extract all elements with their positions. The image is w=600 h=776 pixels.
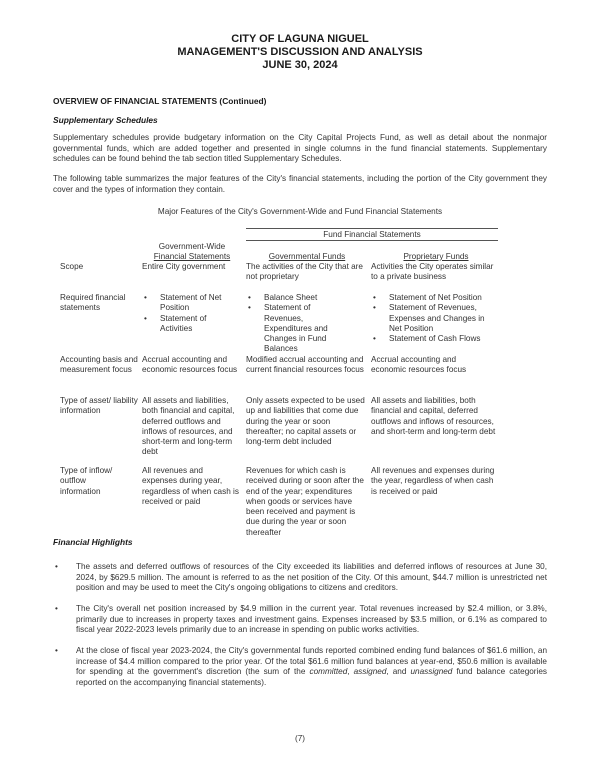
highlight-text-part: At the close of fiscal year 2023-2024, the City's governmental funds reported combined ending fund balances of $61.6 million, an increase of $4.4 million compared to the prior year. Of the total $61.6 million fund balances at year-end, $50.6 million is available for spending at the government's discretion (the sum of the xyxy=(76,646,547,677)
cell-asset-governmental: Only assets expected to be used up and liabilities that come due during the year or soon thereafter; no capital assets or long-term debt included xyxy=(246,396,365,447)
col-header-proprietary-funds: Proprietary Funds xyxy=(403,252,469,261)
cell-asset-proprietary: All assets and liabilities, both financial and capital, deferred outflows and inflows of resources, and short-term and long-term debt xyxy=(371,396,496,436)
list-item: • Statement of Revenues, Expenses and Changes in Net Position xyxy=(371,303,496,334)
list-item: • Statement of Revenues, Expenditures and Changes in Fund Balances xyxy=(246,303,344,354)
table-caption: Major Features of the City's Government-Wide and Fund Financial Statements xyxy=(157,207,443,216)
separator: , and xyxy=(386,667,411,677)
col-header-gw-line1: Government-Wide xyxy=(158,242,226,251)
page-number: (7) xyxy=(294,734,305,743)
cell-inflow-proprietary: All revenues and expenses during the year, regardless of when cash is received or paid xyxy=(371,466,495,496)
table-rule-bottom xyxy=(246,240,498,241)
term-unassigned: unassigned xyxy=(410,667,453,677)
list-item: • Statement of Net Position xyxy=(142,293,230,314)
list-item: • Balance Sheet xyxy=(246,293,368,303)
row-label-required-statements: Required financial statements xyxy=(60,293,126,313)
table-intro-paragraph: The following table summarizes the major features of the City's financial statements, including the portion of the City government they cover and the types of information they contain. xyxy=(53,174,547,194)
cell-accounting-gov-wide: Accrual accounting and economic resources focus xyxy=(142,355,238,375)
row-label-asset-liability: Type of asset/ liability information xyxy=(60,396,138,416)
cell-required-gov-wide xyxy=(142,293,242,334)
supplementary-heading: Supplementary Schedules xyxy=(53,115,158,125)
highlight-text-part: fund balance categories reported on the accompanying financial statements). xyxy=(76,667,547,687)
cell-required-governmental xyxy=(246,293,368,355)
bullet-icon: • xyxy=(55,646,58,655)
highlight-item xyxy=(53,646,547,688)
bullet-icon: • xyxy=(55,562,58,571)
financial-highlights-heading: Financial Highlights xyxy=(53,537,133,547)
row-label-accounting-basis: Accounting basis and measurement focus xyxy=(60,355,138,375)
supplementary-paragraph: Supplementary schedules provide budgetary information on the City Capital Projects Fund, as well as detail about the nonmajor governmental funds, which are added together and presented in single columns in the fund financial statements. Supplementary schedules can be found behind the tab section titled Supplementary Schedules. xyxy=(53,133,547,164)
section-title: OVERVIEW OF FINANCIAL STATEMENTS (Continued) xyxy=(53,96,267,106)
highlight-text: The City's overall net position increased by $4.9 million in the current year. Total revenues increased by $2.4 million, or 3.8%, primarily due to increases in property taxes and investment gains. Expenses increased by $3.5 million, or 6.1% as compared to fiscal year 2022-2023 levels primarily due to an increase in spending on public works activities. xyxy=(76,604,547,635)
fund-financial-header: Fund Financial Statements xyxy=(323,230,421,239)
cell-scope-gov-wide: Entire City government xyxy=(142,262,226,271)
table-rule-top xyxy=(246,228,498,229)
cell-accounting-governmental: Modified accrual accounting and current financial resources focus xyxy=(246,355,364,375)
row-label-scope: Scope xyxy=(60,262,84,271)
list-item: • Statement of Activities xyxy=(142,314,230,335)
col-header-government-wide xyxy=(142,242,242,263)
term-assigned: assigned xyxy=(353,667,387,677)
term-committed: committed xyxy=(309,667,348,677)
highlight-item xyxy=(53,562,547,594)
row-label-inflow-outflow: Type of inflow/ outflow information xyxy=(60,466,113,496)
list-item: • Statement of Cash Flows xyxy=(371,334,496,344)
page-header xyxy=(0,33,600,72)
cell-inflow-governmental: Revenues for which cash is received during or soon after the end of the year; expenditures when goods or services have been received and payment is due during the year or soon thereafter xyxy=(246,466,364,537)
cell-inflow-gov-wide: All revenues and expenses during year, regardless of when cash is received or paid xyxy=(142,466,239,506)
bullet-icon: • xyxy=(55,604,58,613)
highlight-text xyxy=(76,646,547,688)
list-item: • Statement of Net Position xyxy=(371,293,496,303)
highlight-text: The assets and deferred outflows of resources of the City exceeded its liabilities and deferred inflows of resources at June 30, 2024, by $629.5 million. The amount is referred to as the net position of the City. Of this amount, $44.7 million is unrestricted net position and may be used to meet the City's ongoing obligations to citizens and creditors. xyxy=(76,562,547,593)
cell-scope-governmental: The activities of the City that are not proprietary xyxy=(246,262,363,282)
cell-asset-gov-wide: All assets and liabilities, both financial and capital, deferred outflows and inflows of resources, and short-term and long-term debt xyxy=(142,396,235,457)
header-city-name: CITY OF LAGUNA NIGUEL xyxy=(231,33,369,45)
header-date: JUNE 30, 2024 xyxy=(262,59,338,71)
header-report-title: MANAGEMENT'S DISCUSSION AND ANALYSIS xyxy=(177,46,423,58)
cell-accounting-proprietary: Accrual accounting and economic resources focus xyxy=(371,355,467,375)
col-header-gw-line2: Financial Statements xyxy=(153,252,231,262)
cell-scope-proprietary: Activities the City operates similar to a private business xyxy=(371,262,494,282)
highlight-item xyxy=(53,604,547,636)
cell-required-proprietary xyxy=(371,293,501,344)
col-header-governmental-funds: Governmental Funds xyxy=(268,252,346,261)
separator: , xyxy=(347,667,354,677)
